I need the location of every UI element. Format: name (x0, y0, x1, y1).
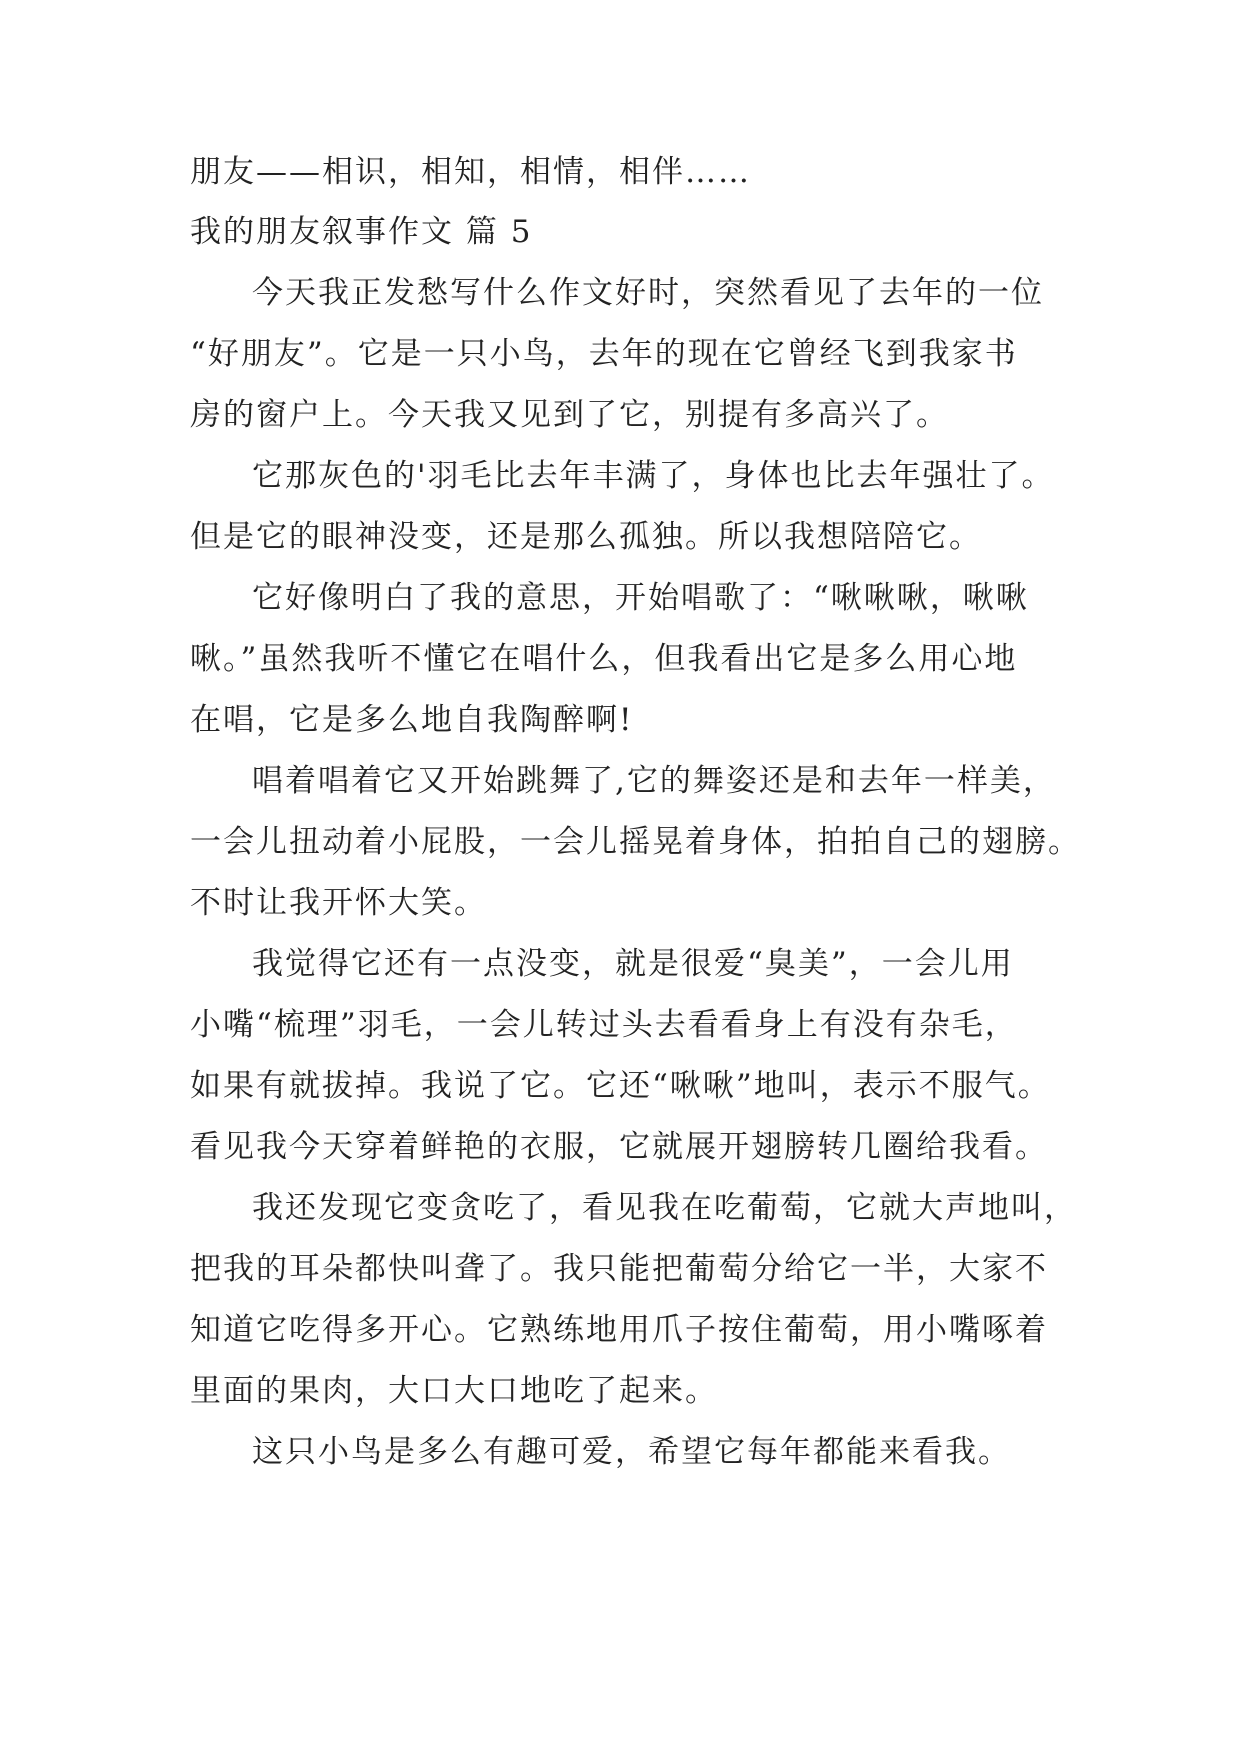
paragraph-line: 里面的果肉，大口大口地吃了起来。 (190, 1373, 718, 1409)
paragraph-line: 它好像明白了我的意思，开始唱歌了：“啾啾啾，啾啾 (252, 580, 1029, 616)
paragraph-line: 我觉得它还有一点没变，就是很爱“臭美”，一会儿用 (252, 946, 1014, 982)
paragraph-line: 知道它吃得多开心。它熟练地用爪子按住葡萄，用小嘴啄着 (190, 1312, 1048, 1348)
paragraph-line: 如果有就拔掉。我说了它。它还“啾啾”地叫，表示不服气。 (190, 1068, 1051, 1104)
paragraph-line: 把我的耳朵都快叫聋了。我只能把葡萄分给它一半，大家不 (190, 1251, 1048, 1287)
paragraph-line: 唱着唱着它又开始跳舞了,它的舞姿还是和去年一样美， (252, 763, 1056, 799)
paragraph-line: 房的窗户上。今天我又见到了它，别提有多高兴了。 (190, 397, 949, 433)
paragraph-line: 这只小鸟是多么有趣可爱，希望它每年都能来看我。 (252, 1434, 1011, 1470)
paragraph-line: 啾。”虽然我听不懂它在唱什么，但我看出它是多么用心地 (190, 641, 1018, 677)
paragraph-line: 我还发现它变贪吃了，看见我在吃葡萄，它就大声地叫， (252, 1190, 1077, 1226)
paragraph-line: 小嘴“梳理”羽毛，一会儿转过头去看看身上有没有杂毛， (190, 1007, 1018, 1043)
paragraph-line: 不时让我开怀大笑。 (190, 885, 487, 921)
section-heading: 我的朋友叙事作文 篇 5 (190, 214, 533, 250)
text-line: 朋友——相识，相知，相情，相伴…… (190, 154, 751, 190)
paragraph-line: 在唱，它是多么地自我陶醉啊! (190, 702, 634, 738)
paragraph-line: “好朋友”。它是一只小鸟，去年的现在它曾经飞到我家书 (190, 336, 1018, 372)
paragraph-line: 看见我今天穿着鲜艳的衣服，它就展开翅膀转几圈给我看。 (190, 1129, 1048, 1165)
paragraph-line: 一会儿扭动着小屁股，一会儿摇晃着身体，拍拍自己的翅膀。 (190, 824, 1081, 860)
paragraph-line: 但是它的眼神没变，还是那么孤独。所以我想陪陪它。 (190, 519, 982, 555)
paragraph-line: 今天我正发愁写什么作文好时，突然看见了去年的一位 (252, 275, 1044, 311)
paragraph-line: 它那灰色的'羽毛比去年丰满了，身体也比去年强壮了。 (252, 458, 1055, 494)
